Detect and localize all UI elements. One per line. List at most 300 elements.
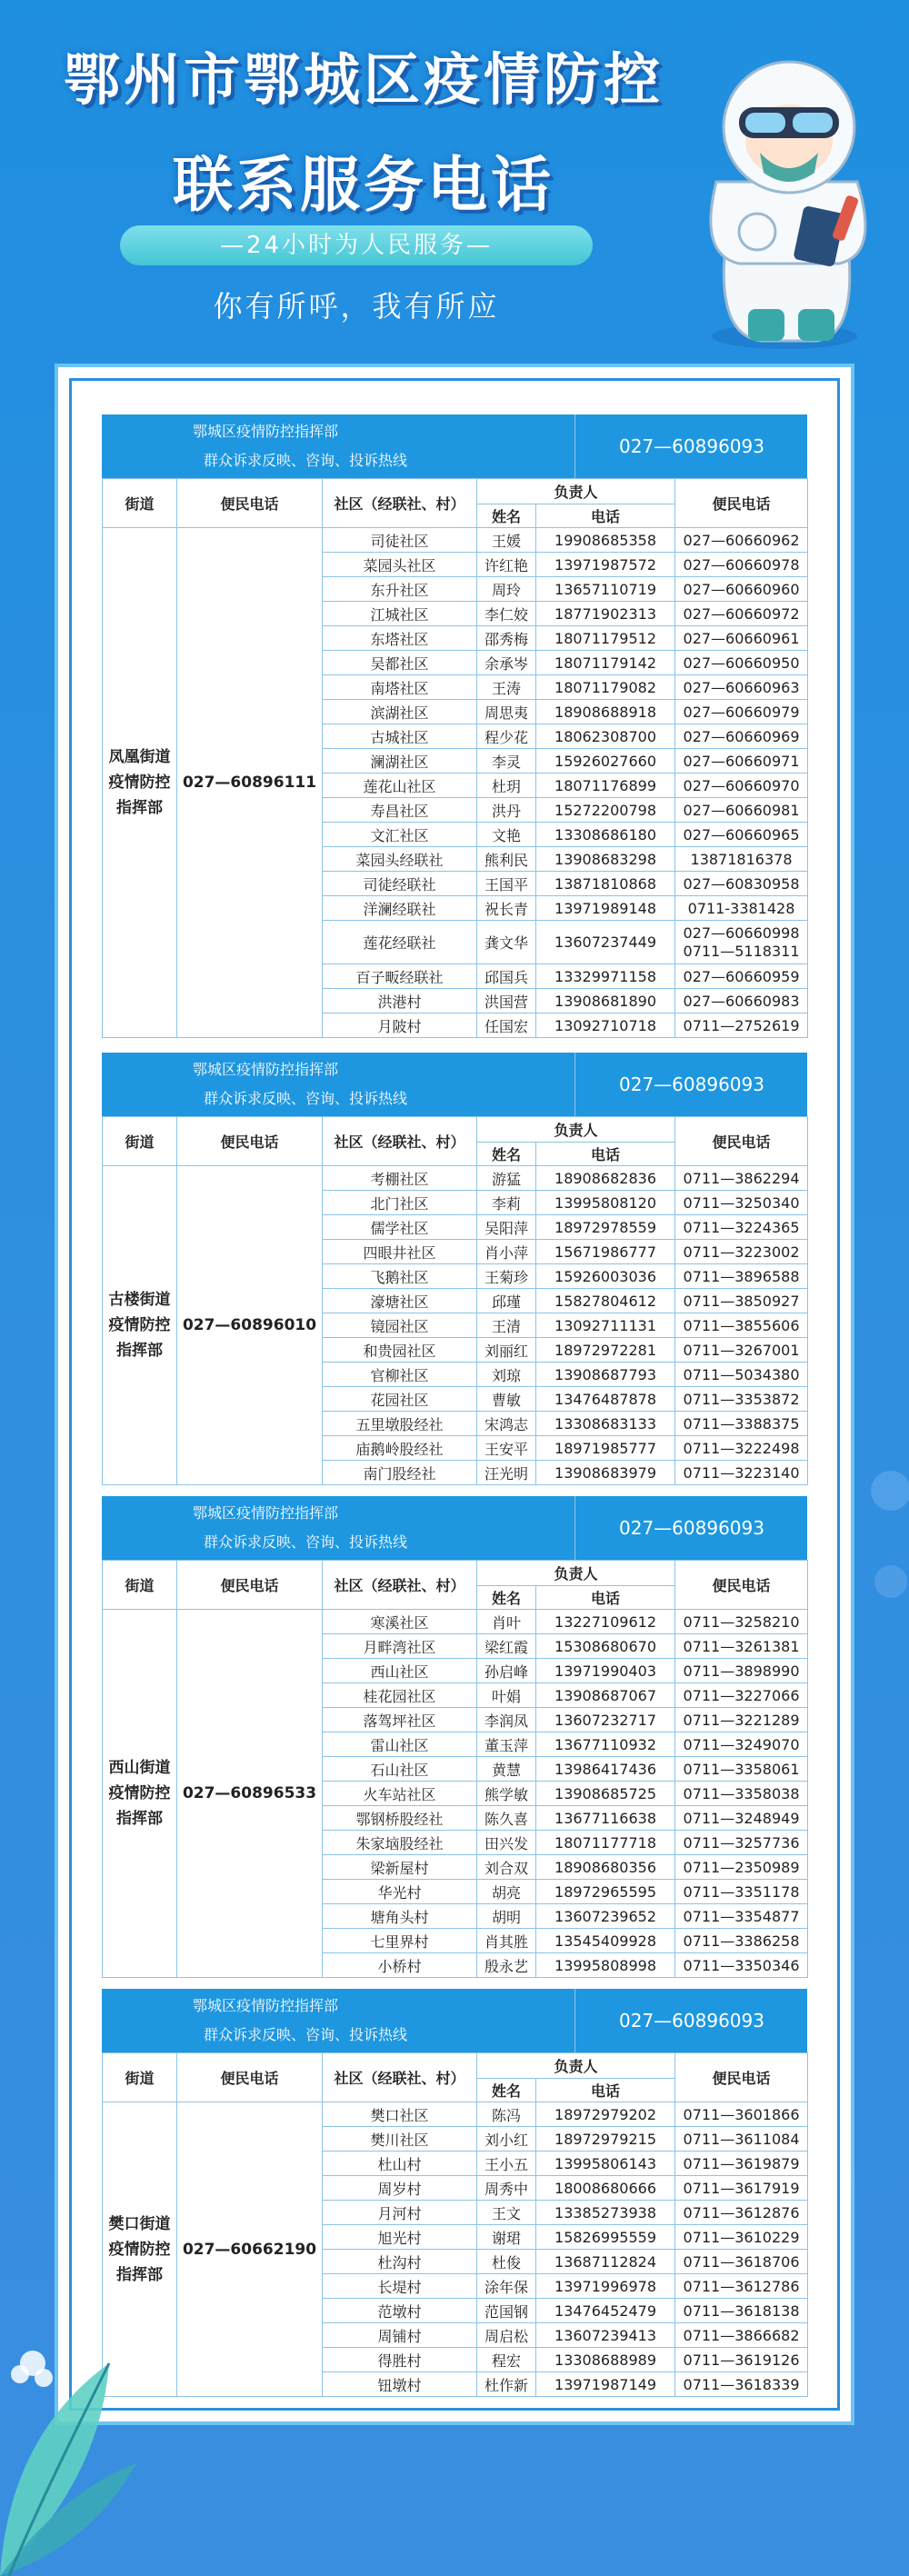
service-tel[interactable]: 0711—5034380	[675, 1363, 808, 1387]
community-name: 菜园头社区	[323, 553, 477, 577]
leader-name: 谢珺	[477, 2225, 536, 2250]
leader-name: 文艳	[477, 823, 536, 847]
leader-name: 殷永艺	[477, 1953, 536, 1978]
leader-tel[interactable]: 13995808120	[536, 1191, 675, 1215]
leader-name: 熊利民	[477, 847, 536, 872]
section-header-subtitle: 群众诉求反映、咨询、投诉热线	[204, 1533, 408, 1551]
community-name: 洋澜经联社	[323, 896, 477, 921]
leader-name: 王小五	[477, 2152, 536, 2176]
col-phone-header: 便民电话	[177, 479, 323, 528]
hotline-number[interactable]: 027—60896093	[574, 414, 808, 478]
service-tel[interactable]: 027—60660981	[675, 798, 808, 823]
leader-tel[interactable]: 18972978559	[536, 1215, 675, 1240]
community-name: 桂花园社区	[323, 1683, 477, 1708]
col-community-header: 社区（经联社、村）	[323, 479, 477, 528]
leader-name: 王菊珍	[477, 1264, 536, 1289]
community-name: 长堤村	[323, 2274, 477, 2299]
service-tel[interactable]: 0711—3257736	[675, 1831, 808, 1855]
community-name: 梁新屋村	[323, 1855, 477, 1880]
section-xishan	[102, 1496, 807, 1978]
leader-name: 肖其胜	[477, 1929, 536, 1953]
col-leader-header: 负责人	[477, 1117, 675, 1143]
community-name: 樊川社区	[323, 2127, 477, 2152]
page-title-line1: 鄂州市鄂城区疫情防控	[63, 46, 664, 113]
col-service-header: 便民电话	[675, 1561, 808, 1610]
street-name: 西山街道 疫情防控 指挥部	[103, 1610, 177, 1978]
leader-tel[interactable]: 13607239652	[536, 1904, 675, 1929]
leader-name: 陈冯	[477, 2102, 536, 2127]
section-header-subtitle: 群众诉求反映、咨询、投诉热线	[204, 1090, 408, 1107]
community-name: 杜沟村	[323, 2250, 477, 2274]
leader-name: 刘合双	[477, 1855, 536, 1880]
community-name: 西山社区	[323, 1659, 477, 1683]
leader-tel[interactable]: 13329971158	[536, 964, 675, 989]
col-tel-header: 电话	[536, 2079, 675, 2102]
leader-name: 王涛	[477, 675, 536, 700]
street-phone[interactable]: 027—60662190	[177, 2102, 323, 2397]
service-tel[interactable]: 0711—3617919	[675, 2176, 808, 2201]
street-phone[interactable]: 027—60896010	[177, 1166, 323, 1485]
leader-name: 叶娟	[477, 1683, 536, 1708]
section-header-title: 鄂城区疫情防控指挥部	[193, 1504, 339, 1522]
community-name: 月河村	[323, 2201, 477, 2225]
service-tel[interactable]: 0711—3896588	[675, 1264, 808, 1289]
leader-name: 刘小红	[477, 2127, 536, 2152]
leader-tel[interactable]: 15926003036	[536, 1264, 675, 1289]
leader-tel[interactable]: 18071179512	[536, 626, 675, 651]
community-name: 樊口社区	[323, 2102, 477, 2127]
leader-tel[interactable]: 15826995559	[536, 2225, 675, 2250]
service-tel[interactable]: 027—60660970	[675, 774, 808, 798]
slogan: 你有所呼，我有所应	[213, 289, 500, 324]
leader-name: 游猛	[477, 1166, 536, 1191]
street-phone[interactable]: 027—60896111	[177, 528, 323, 1038]
community-name: 杜山村	[323, 2152, 477, 2176]
community-name: 周铺村	[323, 2323, 477, 2348]
leader-name: 杜玥	[477, 774, 536, 798]
service-tel[interactable]: 0711—3611084	[675, 2127, 808, 2152]
service-tel[interactable]: 027—60660978	[675, 553, 808, 577]
health-worker-mascot-icon	[662, 36, 907, 354]
leader-tel[interactable]: 13971989148	[536, 896, 675, 921]
community-name: 雷山社区	[323, 1732, 477, 1757]
section-fankou	[102, 1989, 807, 2397]
col-street-header: 街道	[103, 1117, 177, 1166]
community-name: 洪港村	[323, 989, 477, 1013]
leader-tel[interactable]: 13908681890	[536, 989, 675, 1013]
leader-tel[interactable]: 18908682836	[536, 1166, 675, 1191]
section-gulou	[102, 1053, 807, 1485]
community-name: 五里墩股经社	[323, 1412, 477, 1436]
service-tel[interactable]: 0711—3388375	[675, 1412, 808, 1436]
service-tel[interactable]: 0711—3350346	[675, 1953, 808, 1978]
section-header	[102, 1989, 807, 2052]
leader-name: 龚文华	[477, 921, 536, 964]
hotline-number[interactable]: 027—60896093	[574, 1496, 808, 1560]
community-name: 火车站社区	[323, 1782, 477, 1806]
leader-tel[interactable]: 13908687793	[536, 1363, 675, 1387]
community-name: 石山社区	[323, 1757, 477, 1782]
leader-name: 肖小萍	[477, 1240, 536, 1264]
community-name: 东升社区	[323, 577, 477, 602]
leader-tel[interactable]: 18071179142	[536, 651, 675, 675]
table-body	[103, 1610, 808, 1978]
leader-tel[interactable]: 18071179082	[536, 675, 675, 700]
col-tel-header: 电话	[536, 504, 675, 528]
service-tel[interactable]: 027—60660979	[675, 700, 808, 724]
leader-name: 刘琼	[477, 1363, 536, 1387]
service-tel[interactable]: 0711—3222498	[675, 1436, 808, 1461]
service-tel[interactable]: 0711—3619126	[675, 2348, 808, 2372]
col-name-header: 姓名	[477, 1586, 536, 1610]
community-name: 莲花经联社	[323, 921, 477, 964]
leader-tel[interactable]: 13308688989	[536, 2348, 675, 2372]
service-tel[interactable]: 0711—3250340	[675, 1191, 808, 1215]
community-name: 古城社区	[323, 724, 477, 749]
section-header-title: 鄂城区疫情防控指挥部	[193, 423, 339, 440]
leader-name: 李莉	[477, 1191, 536, 1215]
leader-tel[interactable]: 13607232717	[536, 1708, 675, 1732]
leader-name: 熊学敏	[477, 1782, 536, 1806]
section-header-title: 鄂城区疫情防控指挥部	[193, 1061, 339, 1078]
leader-name: 邱瑾	[477, 1289, 536, 1313]
community-name: 庙鹅岭股经社	[323, 1436, 477, 1461]
table-body	[103, 2102, 808, 2397]
community-name: 澜湖社区	[323, 749, 477, 774]
directory-table	[102, 478, 808, 1038]
col-leader-header: 负责人	[477, 2053, 675, 2079]
service-tel[interactable]: 0711—3358038	[675, 1782, 808, 1806]
leader-name: 曹敏	[477, 1387, 536, 1412]
hotline-number[interactable]: 027—60896093	[574, 1989, 808, 2052]
col-name-header: 姓名	[477, 1143, 536, 1166]
service-tel[interactable]: 0711—3618339	[675, 2372, 808, 2397]
leader-name: 李仁姣	[477, 602, 536, 626]
leader-tel[interactable]: 13908683298	[536, 847, 675, 872]
community-name: 钮墩村	[323, 2372, 477, 2397]
service-tel[interactable]: 027—60830958	[675, 872, 808, 896]
directory-table	[102, 1560, 808, 1978]
col-name-header: 姓名	[477, 2079, 536, 2102]
leader-tel[interactable]: 13677116638	[536, 1806, 675, 1831]
leader-name: 王文	[477, 2201, 536, 2225]
leader-tel[interactable]: 15671986777	[536, 1240, 675, 1264]
community-name: 考棚社区	[323, 1166, 477, 1191]
service-tel[interactable]: 027—60660959	[675, 964, 808, 989]
col-street-header: 街道	[103, 479, 177, 528]
leader-tel[interactable]: 13871810868	[536, 872, 675, 896]
community-name: 飞鹅社区	[323, 1264, 477, 1289]
leader-name: 程少花	[477, 724, 536, 749]
service-tel[interactable]: 0711—3612786	[675, 2274, 808, 2299]
community-name: 范墩村	[323, 2299, 477, 2323]
service-tel[interactable]: 0711—3358061	[675, 1757, 808, 1782]
leader-name: 洪丹	[477, 798, 536, 823]
community-name: 周岁村	[323, 2176, 477, 2201]
leader-name: 许红艳	[477, 553, 536, 577]
service-tel[interactable]: 0711—3267001	[675, 1338, 808, 1363]
leader-name: 陈久喜	[477, 1806, 536, 1831]
section-fenghuang	[102, 414, 807, 1038]
service-tel[interactable]: 027—60660960	[675, 577, 808, 602]
community-name: 寒溪社区	[323, 1610, 477, 1634]
community-name: 塘角头村	[323, 1904, 477, 1929]
leader-tel[interactable]: 13995808998	[536, 1953, 675, 1978]
community-name: 七里界村	[323, 1929, 477, 1953]
leader-tel[interactable]: 13607239413	[536, 2323, 675, 2348]
service-tel[interactable]: 0711—3223002	[675, 1240, 808, 1264]
leader-tel[interactable]: 13971990403	[536, 1659, 675, 1683]
community-name: 百子畈经联社	[323, 964, 477, 989]
service-tel[interactable]: 027—60660998 0711—5118311	[675, 921, 808, 964]
col-leader-header: 负责人	[477, 479, 675, 504]
leader-tel[interactable]: 13995806143	[536, 2152, 675, 2176]
service-tel[interactable]: 0711—3862294	[675, 1166, 808, 1191]
col-community-header: 社区（经联社、村）	[323, 1561, 477, 1610]
leader-name: 董玉萍	[477, 1732, 536, 1757]
leader-name: 王清	[477, 1313, 536, 1338]
leader-name: 李润凤	[477, 1708, 536, 1732]
leader-tel[interactable]: 18071176899	[536, 774, 675, 798]
leader-tel[interactable]: 13308686180	[536, 823, 675, 847]
community-name: 滨湖社区	[323, 700, 477, 724]
leader-tel[interactable]: 18971985777	[536, 1436, 675, 1461]
leader-tel[interactable]: 13971996978	[536, 2274, 675, 2299]
leader-name: 周思夷	[477, 700, 536, 724]
tagline-pill: —24小时为人民服务—	[120, 225, 593, 265]
table-body	[103, 1166, 808, 1485]
service-tel[interactable]: 0711—3850927	[675, 1289, 808, 1313]
community-name: 东塔社区	[323, 626, 477, 651]
leader-tel[interactable]: 18771902313	[536, 602, 675, 626]
service-tel[interactable]: 0711—3221289	[675, 1708, 808, 1732]
page-title-line2: 联系服务电话	[173, 150, 554, 220]
hero-banner	[0, 0, 909, 354]
col-service-header: 便民电话	[675, 1117, 808, 1166]
leader-name: 王媛	[477, 528, 536, 553]
leader-tel[interactable]: 13657110719	[536, 577, 675, 602]
table-body	[103, 528, 808, 1038]
service-tel[interactable]: 0711—3354877	[675, 1904, 808, 1929]
leader-tel[interactable]: 18062308700	[536, 724, 675, 749]
community-name: 司徒社区	[323, 528, 477, 553]
service-tel[interactable]: 027—60660971	[675, 749, 808, 774]
leader-name: 孙启峰	[477, 1659, 536, 1683]
col-phone-header: 便民电话	[177, 2053, 323, 2102]
service-tel[interactable]: 0711—3353872	[675, 1387, 808, 1412]
leader-tel[interactable]: 13908683979	[536, 1461, 675, 1485]
col-leader-header: 负责人	[477, 1561, 675, 1586]
community-name: 月畔湾社区	[323, 1634, 477, 1659]
community-name: 菜园头经联社	[323, 847, 477, 872]
service-tel[interactable]: 0711—3258210	[675, 1610, 808, 1634]
leader-tel[interactable]: 13092711131	[536, 1313, 675, 1338]
service-tel[interactable]: 027—60660963	[675, 675, 808, 700]
leader-tel[interactable]: 18972972281	[536, 1338, 675, 1363]
service-tel[interactable]: 0711-3381428	[675, 896, 808, 921]
service-tel[interactable]: 0711—3618138	[675, 2299, 808, 2323]
leader-tel[interactable]: 13908687067	[536, 1683, 675, 1708]
community-name: 文汇社区	[323, 823, 477, 847]
leader-name: 李灵	[477, 749, 536, 774]
street-phone[interactable]: 027—60896533	[177, 1610, 323, 1978]
section-header-subtitle: 群众诉求反映、咨询、投诉热线	[204, 452, 408, 469]
community-name: 莲花山社区	[323, 774, 477, 798]
leader-name: 黄慧	[477, 1757, 536, 1782]
leader-name: 汪光明	[477, 1461, 536, 1485]
leader-tel[interactable]: 18908688918	[536, 700, 675, 724]
leader-name: 邵秀梅	[477, 626, 536, 651]
service-tel[interactable]: 0711—3223140	[675, 1461, 808, 1485]
service-tel[interactable]: 027—60660961	[675, 626, 808, 651]
leader-name: 吴阳萍	[477, 1215, 536, 1240]
service-tel[interactable]: 027—60660962	[675, 528, 808, 553]
leader-tel[interactable]: 15272200798	[536, 798, 675, 823]
community-name: 朱家垴股经社	[323, 1831, 477, 1855]
service-tel[interactable]: 027—60660969	[675, 724, 808, 749]
col-street-header: 街道	[103, 2053, 177, 2102]
leader-name: 祝长青	[477, 896, 536, 921]
leader-tel[interactable]: 13607237449	[536, 921, 675, 964]
service-tel[interactable]: 0711—2350989	[675, 1855, 808, 1880]
community-name: 四眼井社区	[323, 1240, 477, 1264]
leader-tel[interactable]: 19908685358	[536, 528, 675, 553]
directory-table	[102, 2052, 808, 2397]
leader-name: 余承岑	[477, 651, 536, 675]
leader-tel[interactable]: 13476487878	[536, 1387, 675, 1412]
directory-table	[102, 1116, 808, 1485]
leader-tel[interactable]: 18972979202	[536, 2102, 675, 2127]
col-phone-header: 便民电话	[177, 1117, 323, 1166]
leader-tel[interactable]: 13971987572	[536, 553, 675, 577]
leader-tel[interactable]: 13385273938	[536, 2201, 675, 2225]
service-tel[interactable]: 027—60660950	[675, 651, 808, 675]
leader-tel[interactable]: 13476452479	[536, 2299, 675, 2323]
service-tel[interactable]: 0711—3386258	[675, 1929, 808, 1953]
community-name: 旭光村	[323, 2225, 477, 2250]
leader-name: 洪国营	[477, 989, 536, 1013]
virus-decoration-icon	[854, 1454, 909, 1618]
section-header-title: 鄂城区疫情防控指挥部	[193, 1997, 339, 2014]
leader-tel[interactable]: 18908680356	[536, 1855, 675, 1880]
leader-name: 邱国兵	[477, 964, 536, 989]
col-tel-header: 电话	[536, 1586, 675, 1610]
col-street-header: 街道	[103, 1561, 177, 1610]
leader-tel[interactable]: 15308680670	[536, 1634, 675, 1659]
community-name: 南塔社区	[323, 675, 477, 700]
section-header	[102, 414, 807, 478]
service-tel[interactable]: 027—60660965	[675, 823, 808, 847]
service-tel[interactable]: 0711—3610229	[675, 2225, 808, 2250]
leader-tel[interactable]: 13092710718	[536, 1013, 675, 1038]
service-tel[interactable]: 0711—3261381	[675, 1634, 808, 1659]
service-tel[interactable]: 0711—3866682	[675, 2323, 808, 2348]
service-tel[interactable]: 0711—3898990	[675, 1659, 808, 1683]
community-name: 儒学社区	[323, 1215, 477, 1240]
col-community-header: 社区（经联社、村）	[323, 2053, 477, 2102]
service-tel[interactable]: 0711—3855606	[675, 1313, 808, 1338]
leader-name: 任国宏	[477, 1013, 536, 1038]
community-name: 濠塘社区	[323, 1289, 477, 1313]
leader-tel[interactable]: 18972965595	[536, 1880, 675, 1904]
community-name: 司徒经联社	[323, 872, 477, 896]
leader-name: 梁红霞	[477, 1634, 536, 1659]
community-name: 得胜村	[323, 2348, 477, 2372]
leader-name: 程宏	[477, 2348, 536, 2372]
community-name: 鄂钢桥股经社	[323, 1806, 477, 1831]
service-tel[interactable]: 0711—3619879	[675, 2152, 808, 2176]
street-name: 凤凰街道 疫情防控 指挥部	[103, 528, 177, 1038]
leader-name: 周玲	[477, 577, 536, 602]
leader-tel[interactable]: 13986417436	[536, 1757, 675, 1782]
leader-name: 刘丽红	[477, 1338, 536, 1363]
community-name: 月陂村	[323, 1013, 477, 1038]
leader-tel[interactable]: 15827804612	[536, 1289, 675, 1313]
col-phone-header: 便民电话	[177, 1561, 323, 1610]
leader-tel[interactable]: 13908685725	[536, 1782, 675, 1806]
service-tel[interactable]: 0711—3601866	[675, 2102, 808, 2127]
leader-name: 田兴发	[477, 1831, 536, 1855]
leader-tel[interactable]: 13677110932	[536, 1732, 675, 1757]
service-tel[interactable]: 027—60660983	[675, 989, 808, 1013]
service-tel[interactable]: 0711—3612876	[675, 2201, 808, 2225]
community-name: 南门股经社	[323, 1461, 477, 1485]
leader-tel[interactable]: 13971987149	[536, 2372, 675, 2397]
leader-tel[interactable]: 15926027660	[536, 749, 675, 774]
community-name: 北门社区	[323, 1191, 477, 1215]
col-service-header: 便民电话	[675, 2053, 808, 2102]
leader-tel[interactable]: 13687112824	[536, 2250, 675, 2274]
community-name: 吴都社区	[323, 651, 477, 675]
leader-name: 杜俊	[477, 2250, 536, 2274]
leader-tel[interactable]: 13227109612	[536, 1610, 675, 1634]
leader-name: 周秀中	[477, 2176, 536, 2201]
leader-name: 杜作新	[477, 2372, 536, 2397]
leader-name: 胡明	[477, 1904, 536, 1929]
service-tel[interactable]: 0711—2752619	[675, 1013, 808, 1038]
service-tel[interactable]: 13871816378	[675, 847, 808, 872]
service-tel[interactable]: 0711—3351178	[675, 1880, 808, 1904]
section-header-subtitle: 群众诉求反映、咨询、投诉热线	[204, 2026, 408, 2043]
street-name: 樊口街道 疫情防控 指挥部	[103, 2102, 177, 2397]
service-tel[interactable]: 0711—3249070	[675, 1732, 808, 1757]
leader-tel[interactable]: 13308683133	[536, 1412, 675, 1436]
service-tel[interactable]: 0711—3248949	[675, 1806, 808, 1831]
service-tel[interactable]: 0711—3224365	[675, 1215, 808, 1240]
community-name: 镜园社区	[323, 1313, 477, 1338]
leader-tel[interactable]: 18008680666	[536, 2176, 675, 2201]
community-name: 落驾坪社区	[323, 1708, 477, 1732]
leader-tel[interactable]: 18071177718	[536, 1831, 675, 1855]
leaf-decoration-icon	[0, 2327, 164, 2576]
service-tel[interactable]: 0711—3618706	[675, 2250, 808, 2274]
service-tel[interactable]: 0711—3227066	[675, 1683, 808, 1708]
leader-tel[interactable]: 13545409928	[536, 1929, 675, 1953]
leader-name: 胡亮	[477, 1880, 536, 1904]
leader-name: 王安平	[477, 1436, 536, 1461]
section-header	[102, 1496, 807, 1560]
hotline-number[interactable]: 027—60896093	[574, 1053, 808, 1116]
community-name: 官柳社区	[323, 1363, 477, 1387]
community-name: 寿昌社区	[323, 798, 477, 823]
leader-name: 宋鸿志	[477, 1412, 536, 1436]
service-tel[interactable]: 027—60660972	[675, 602, 808, 626]
leader-name: 范国钢	[477, 2299, 536, 2323]
leader-name: 周启松	[477, 2323, 536, 2348]
street-name: 古楼街道 疫情防控 指挥部	[103, 1166, 177, 1485]
community-name: 江城社区	[323, 602, 477, 626]
leader-tel[interactable]: 18972979215	[536, 2127, 675, 2152]
